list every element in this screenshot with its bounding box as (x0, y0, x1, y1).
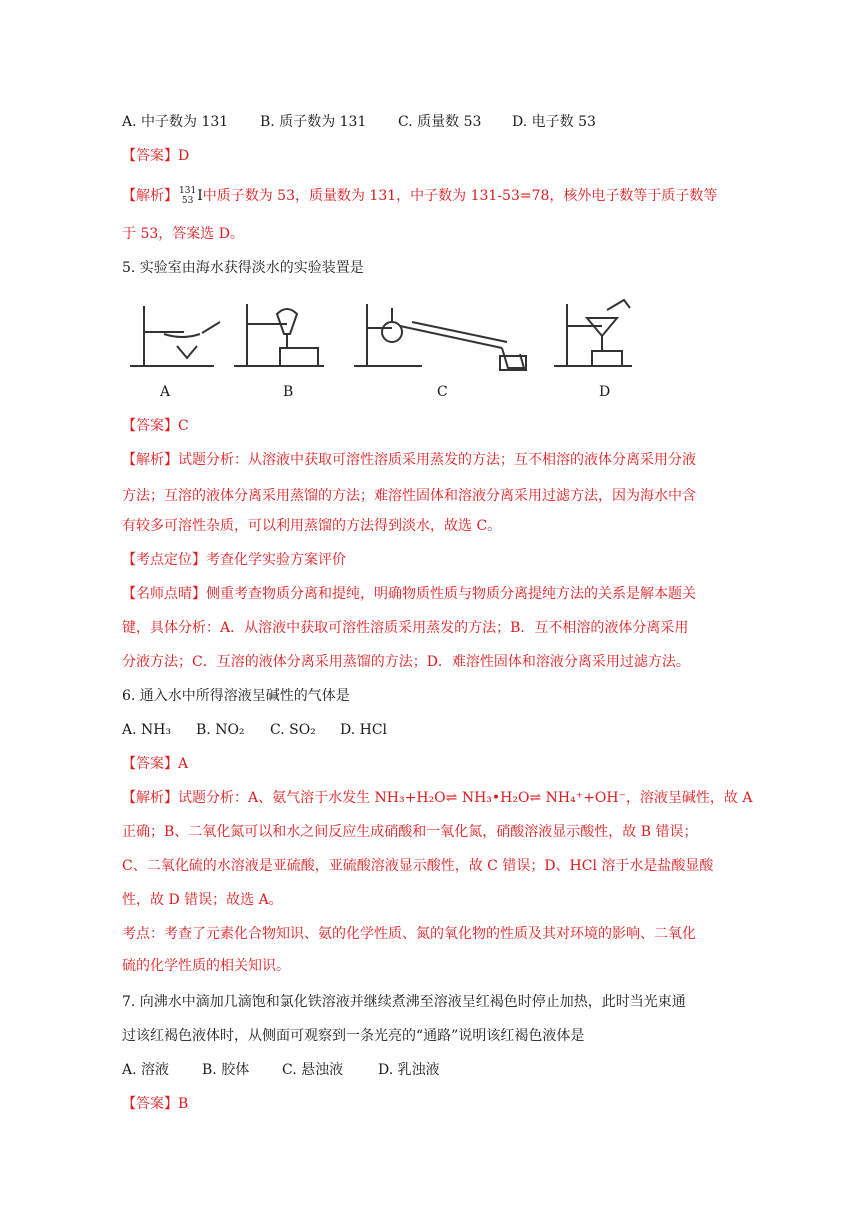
q6-point-line: 考点：考查了元素化合物知识、氨的化学性质、氮的氧化物的性质及其对环境的影响、二氧化 (122, 926, 696, 942)
apparatus-c (354, 304, 526, 370)
analysis-text: 中质子数为 53，质量数为 131，中子数为 131-53=78，核外电子数等于质子数等 (202, 188, 718, 204)
figure-label-c: C (437, 384, 448, 400)
q6-answer (122, 754, 742, 774)
q6-option-b: B. NO₂ (196, 722, 245, 738)
nuclide-notation (179, 186, 196, 206)
q6-point-line: 硫的化学性质的相关知识。 (122, 958, 290, 974)
q4-answer (122, 146, 742, 166)
q7-option-d: D. 乳浊液 (378, 1062, 440, 1078)
q5-analysis-line: 有较多可溶性杂质，可以利用蒸馏的方法得到淡水，故选 C。 (122, 518, 502, 534)
figure-label-a: A (160, 384, 171, 400)
figure-label-d: D (599, 384, 611, 400)
q4-option-b: B. 质子数为 131 (260, 114, 367, 130)
q6-analysis-line: C、二氧化硫的水溶液是亚硫酸，亚硫酸溶液显示酸性，故 C 错误；D、HCl 溶于水是盐酸显酸 (122, 858, 714, 874)
q7-option-b: B. 胶体 (202, 1062, 250, 1078)
nuclide-symbol: I (197, 188, 203, 204)
q5-point: 【考点定位】考查化学实验方案评价 (122, 552, 346, 568)
q7-answer (122, 1094, 742, 1114)
answer-value: A (178, 756, 189, 772)
q4-option-c: C. 质量数 53 (398, 114, 482, 130)
q5-tip-line: 分液方法；C．互溶的液体分离采用蒸馏的方法；D．难溶性固体和溶液分离采用过滤方法。 (122, 654, 690, 670)
apparatus-a (130, 306, 220, 366)
answer-tag: 【答案】 (122, 756, 178, 772)
answer-value: C (178, 418, 189, 434)
q5-tip-line: 键，具体分析：A．从溶液中获取可溶性溶质采用蒸发的方法；B．互不相溶的液体分离采用 (122, 620, 689, 636)
q7-stem-line: 7. 向沸水中滴加几滴饱和氯化铁溶液并继续煮沸至溶液呈红褐色时停止加热，此时当光束通 (122, 994, 686, 1010)
q6-analysis-line: 正确；B、二氧化氮可以和水之间反应生成硝酸和一氧化氮，硝酸溶液显示酸性，故 B 错误； (122, 824, 698, 840)
q6-option-c: C. SO₂ (270, 722, 316, 738)
atomic-number: 53 (181, 196, 194, 206)
q6-option-d: D. HCl (340, 722, 388, 738)
apparatus-b (234, 304, 324, 366)
q5-stem: 5. 实验室由海水获得淡水的实验装置是 (122, 260, 364, 276)
figure-label-b: B (283, 384, 294, 400)
answer-tag: 【答案】 (122, 418, 178, 434)
q6-analysis-line: 【解析】试题分析：A、氨气溶于水发生 NH₃+H₂O⇌ NH₃•H₂O⇌ NH₄⁺+OH⁻，溶液呈碱性，故 A (122, 790, 753, 806)
q7-option-a: A. 溶液 (122, 1062, 170, 1078)
q7-stem-line: 过该红褐色液体时，从侧面可观察到一条光亮的“通路”说明该红褐色液体是 (122, 1028, 585, 1044)
answer-tag: 【答案】 (122, 1096, 178, 1112)
q6-analysis-line: 性，故 D 错误；故选 A。 (122, 892, 283, 908)
apparatus-d (554, 300, 632, 366)
answer-value: B (178, 1096, 189, 1112)
lab-apparatus-figure (122, 296, 642, 406)
q4-analysis (122, 186, 742, 206)
q7-option-c: C. 悬浊液 (282, 1062, 344, 1078)
analysis-tag: 【解析】 (122, 188, 178, 204)
q7-options (122, 1060, 742, 1080)
q6-stem: 6. 通入水中所得溶液呈碱性的气体是 (122, 688, 350, 704)
q4-option-d: D. 电子数 53 (512, 114, 596, 130)
q4-option-a: A. 中子数为 131 (122, 114, 229, 130)
q5-analysis-line: 方法；互溶的液体分离采用蒸馏的方法；难溶性固体和溶液分离采用过滤方法，因为海水中含 (122, 488, 696, 504)
mass-number: 131 (179, 186, 197, 196)
q5-answer (122, 416, 742, 436)
answer-value: D (178, 148, 190, 164)
q4-options (122, 112, 742, 132)
q6-options (122, 720, 742, 740)
answer-tag: 【答案】 (122, 148, 178, 164)
q5-analysis-line: 【解析】试题分析：从溶液中获取可溶性溶质采用蒸发的方法；互不相溶的液体分离采用分液 (122, 452, 696, 468)
q5-tip-line: 【名师点晴】侧重考查物质分离和提纯，明确物质性质与物质分离提纯方法的关系是解本题关 (122, 586, 696, 602)
q4-analysis-cont: 于 53，答案选 D。 (122, 226, 244, 242)
q6-option-a: A. NH₃ (122, 722, 172, 738)
